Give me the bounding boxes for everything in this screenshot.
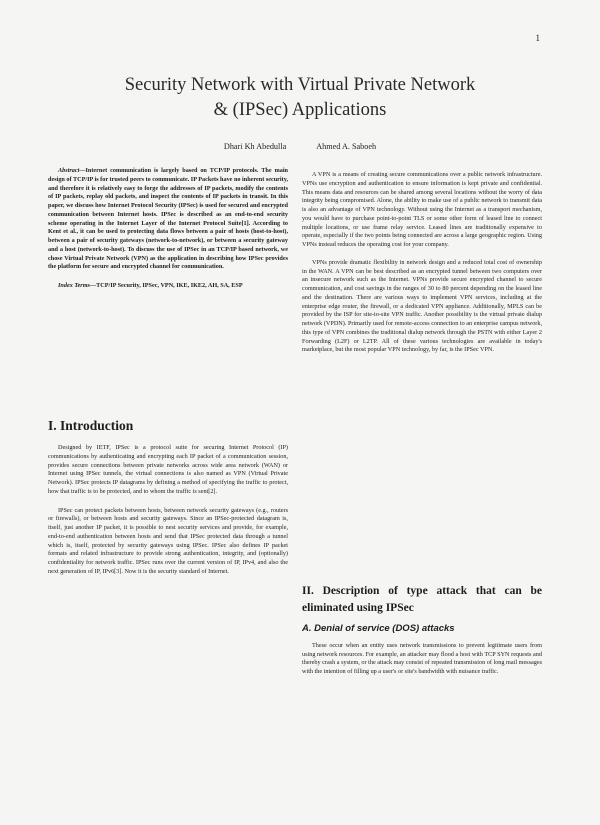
- section-1: [48, 417, 288, 577]
- author-2: Ahmed A. Saboeh: [316, 142, 377, 151]
- dos-paragraph-1: These occur when an entity uses network transmissions to prevent legitimate users from using network resources. For example, an attacker may flood a host with TCP SYN requests and thereby crash a system, or the attack may consist of repeated transmission of long mail messages with the intention of filling up a user's or site's bandwidth with nuisance traffic.: [302, 641, 542, 675]
- right-column-top: [302, 171, 542, 355]
- index-terms-text: —TCP/IP Security, IPSec, VPN, IKE, IKE2, AH, SA, ESP: [89, 282, 243, 289]
- title-line-1: Security Network with Virtual Private Network: [124, 75, 476, 95]
- author-list: [0, 142, 600, 151]
- intro-paragraph-1: Designed by IETF, IPSec is a protocol suite for securing Internet Protocol (IP) communications by authenticating and encrypting each IP packet of a communication session, provides secure connections between private networks across wide area network (WAN) or Internet using IPSec tunnels, the virtual connections is also named as VPN (Virtual Private Network). IPSec protects IP datagrams by defining a method of specifying the traffic to protect, how that traffic is to be protected, and to whom the traffic is sent[2].: [48, 444, 288, 495]
- abstract-label: Abstract: [58, 167, 80, 174]
- author-1: Dhari Kh Abedulla: [223, 142, 287, 151]
- paper-title: [40, 73, 560, 123]
- section-1-heading: I. Introduction: [48, 418, 134, 433]
- abstract: [48, 167, 288, 272]
- left-column-top: [48, 167, 288, 291]
- index-terms: [48, 282, 288, 291]
- vpn-paragraph-1: A VPN is a means of creating secure communications over a public network infrastructure. VPNs use encryption and authentication to ensure information is kept private and confidential. This means data and resources can be shared among several locations without the worry of data integrity being compromised. Alone, the ability to make use of a public network to transmit data is also an advantage of VPN technology. Without using the Internet as a transport mechanism, you would have to purchase point-to-point TLS or some other form of leased line to connect multiple locations, or use frame relay service. Leased lines are traditionally expensive to operate, especially if the two points being connected are across a large geographic region. Using VPNs instead reduces the operating cost for your company.: [302, 171, 542, 248]
- index-terms-label: Index Terms: [58, 282, 90, 289]
- intro-paragraph-2: IPSec can protect packets between hosts, between network security gateways (e.g., routers or firewalls), or between hosts and security gateways. Since an IPSec-protected datagram is, itself, just another IP packet, it is possible to nest security services and provide, for example, end-to-end authentication between hosts and send that IPSec protected data through a tunnel which is, itself, protected by security gateways using IPSec. IPSec also defines IP packet formats and related infrastructure to provide strong authentication, integrity, and (optionally) confidentiality for network traffic. IPSec runs over the current version of IP, IPv4, and also the next generation of IP, IPv6[3]. Now it is the security standard of Internet.: [48, 506, 288, 575]
- vpn-paragraph-2: VPNs provide dramatic flexibility in network design and a reduced total cost of ownership in the WAN. A VPN can be best described as an encrypted tunnel between two computers over an insecure network such as the Internet. VPNs provide secure encrypted channel to secure communication, and cost savings in the ranges of 30 to 80 percent depending on the leased line and the destination. There are various ways to implement VPN services, including at the enterprise edge router, the firewall, or a dedicated VPN appliance. Additionally, MPLS can be provided by the ISP for site-to-site VPN traffic. Another possibility is the virtual private dialup network (VPDN). Primarily used for remote-access connection to an enterprise campus network, this type of VPN combines the traditional dialup network through the PSTN with either Layer 2 Forwarding (L2F) or L2TP. All of these various technologies are available in today's marketplace, but the most popular VPN technology, by far, is the IPSec VPN.: [302, 258, 542, 354]
- section-2-heading: II. Description of type attack that can be eliminated using IPSec: [302, 585, 542, 614]
- page-number: 1: [535, 33, 540, 43]
- title-line-2: & (IPSec) Applications: [213, 100, 387, 120]
- abstract-text: —Internet communication is largely based on TCP/IP protocols. The main design of TCP/IP is for trusted peers to communicate. IP Packets have no inherent security, and therefore it is relatively easy to forge the addresses of IP packets, modify the contents of IP packets, replay old packets, and inspect the contents of IP packets in transit. In this paper, we discuss how Internet Protocol Security (IPSec) is used for secured and encrypted communication between Internet hosts. IPSec is described as an end-to-end security scheme operating in the Internet Layer of the Internet Protocol Suite[1]. According to Kent et al., it can be used to protecting data flows between a pair of hosts (host-to-host), between a pair of security gateways (network-to-network), or between a security gateway and a host (network-to-host). To discuss the use of IPSec in an TCP/IP based network, we chose Virtual Private Network (VPN) as the application in describing how IPSec provides the platform for secure and encrypted channel for communication.: [48, 167, 288, 271]
- section-2: [302, 583, 542, 677]
- subsection-a-heading: A. Denial of service (DOS) attacks: [302, 623, 455, 634]
